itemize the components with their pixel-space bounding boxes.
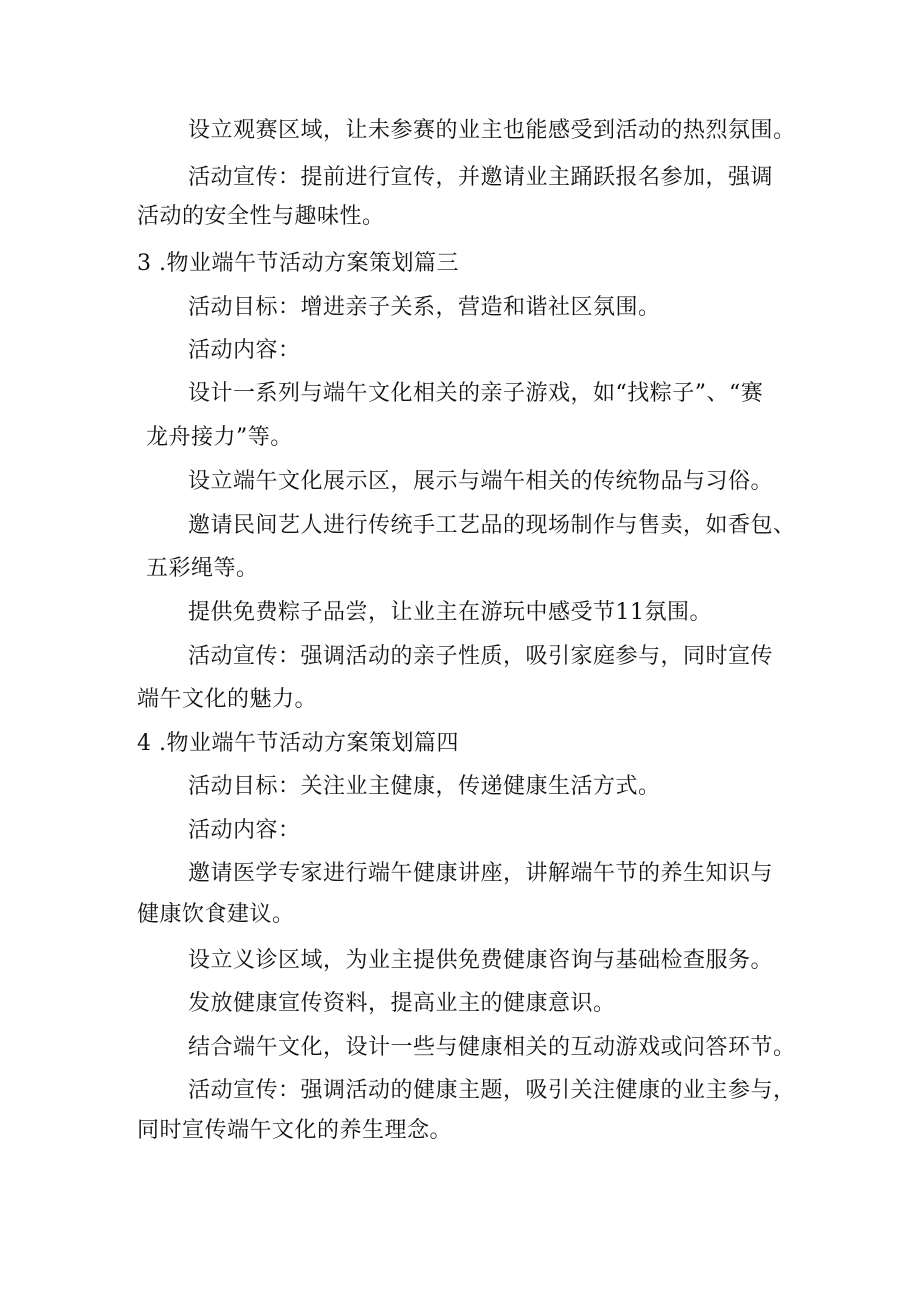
paragraph-line: 结合端午文化，设计一些与健康相关的互动游戏或问答环节。 [188, 1035, 796, 1060]
paragraph-line: 邀请民间艺人进行传统手工艺品的现场制作与售卖，如香包、 [188, 513, 796, 538]
paragraph-line: 健康饮食建议。 [137, 902, 295, 927]
paragraph-line: 发放健康宣传资料，提高业主的健康意识。 [188, 991, 616, 1016]
paragraph-line: 活动宣传：强调活动的健康主题，吸引关注健康的业主参与， [188, 1078, 796, 1103]
paragraph-line: 同时宣传端午文化的养生理念。 [137, 1118, 453, 1143]
paragraph-line: 活动宣传：强调活动的亲子性质，吸引家庭参与，同时宣传 [188, 644, 774, 669]
paragraph-line: 龙舟接力”等。 [146, 425, 293, 450]
paragraph-line: 设计一系列与端午文化相关的亲子游戏，如“找粽子”、“赛 [188, 381, 764, 406]
paragraph-line: 活动目标：关注业主健康，传递健康生活方式。 [188, 774, 661, 799]
section-heading: 3 .物业端午节活动方案策划篇三 [137, 251, 459, 276]
paragraph-line: 活动宣传：提前进行宣传，并邀请业主踊跃报名参加，强调 [188, 165, 774, 190]
paragraph-line: 端午文化的魅力。 [137, 687, 318, 712]
paragraph-line: 设立义诊区域，为业主提供免费健康咨询与基础检查服务。 [188, 948, 774, 973]
paragraph-line: 活动内容： [188, 818, 301, 843]
paragraph-line: 活动内容： [188, 338, 301, 363]
paragraph-line: 五彩绳等。 [146, 556, 259, 581]
paragraph-line: 设立端午文化展示区，展示与端午相关的传统物品与习俗。 [188, 469, 774, 494]
paragraph-line: 活动的安全性与趣味性。 [137, 204, 385, 229]
paragraph-line: 邀请医学专家进行端午健康讲座，讲解端午节的养生知识与 [188, 861, 774, 886]
section-heading: 4 .物业端午节活动方案策划篇四 [137, 731, 459, 756]
paragraph-line: 提供免费粽子品尝，让业主在游玩中感受节11氛围。 [188, 600, 712, 625]
paragraph-line: 活动目标：增进亲子关系，营造和谐社区氛围。 [188, 295, 661, 320]
paragraph-line: 设立观赛区域，让未参赛的业主也能感受到活动的热烈氛围。 [188, 118, 796, 143]
